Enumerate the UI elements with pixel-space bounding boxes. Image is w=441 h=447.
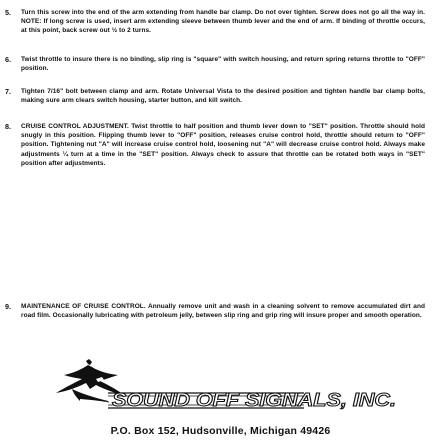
instruction-step-9 — [5, 302, 425, 320]
instruction-step-6 — [5, 55, 425, 73]
step-number: 9. — [5, 302, 11, 311]
step-text: Turn this screw into the end of the arm extending from handle bar clamp. Do not over tighten. Screw does not go all the way in. NOTE: If long screw is used, insert arm extending sleeve between thumb lever and the end of arm. If binding of throttle occurs, at this point, back screw out ½ to 2 turns. — [21, 9, 425, 35]
step-number: 6. — [5, 55, 11, 64]
step-number: 8. — [5, 122, 11, 131]
instruction-step-7 — [5, 87, 425, 105]
step-text: CRUISE CONTROL ADJUSTMENT. Twist throttle to half position and thumb lever down to "SET" position. Throttle should hold snugly in this position. Flipping thumb lever to "OFF" position, releases cruise control hold, throttle should return to "OFF" position. Tightening nut "A" will increase cruise control hold, loosening nut "A" will decrease cruise control hold. Always make adjustments ¼ turn at a time in the "SET" position. Always check to assure that throttle can be rotated both ways in "SET" position after adjustments. — [21, 123, 425, 167]
step-text: Tighten 7/16" bolt between clamp and arm. Rotate Universal Vista to the desired position and tighten handle bar clamp bolts, making sure arm clears switch housing, starter button, and kill switch. — [21, 88, 425, 105]
instruction-step-8 — [5, 122, 425, 168]
company-name: SOUND OFF SIGNALS, INC. — [112, 390, 396, 410]
step-number: 7. — [5, 87, 11, 96]
company-name-logotype — [108, 389, 400, 411]
step-text: Twist throttle to insure there is no binding, slip ring is "square" with switch housing, and return spring returns throttle to "OFF" position. — [21, 56, 425, 73]
instruction-step-5 — [5, 8, 425, 36]
company-address: P.O. Box 152, Hudsonville, Michigan 49426 — [110, 425, 331, 437]
step-text: MAINTENANCE OF CRUISE CONTROL. Annually remove unit and wash in a cleaning solvent to remove accumulated dirt and road film. Occasionally lubricating with petroleum jelly, between slip ring and grip ring will insure proper and smooth operation. — [21, 303, 425, 320]
step-number: 5. — [5, 8, 11, 17]
